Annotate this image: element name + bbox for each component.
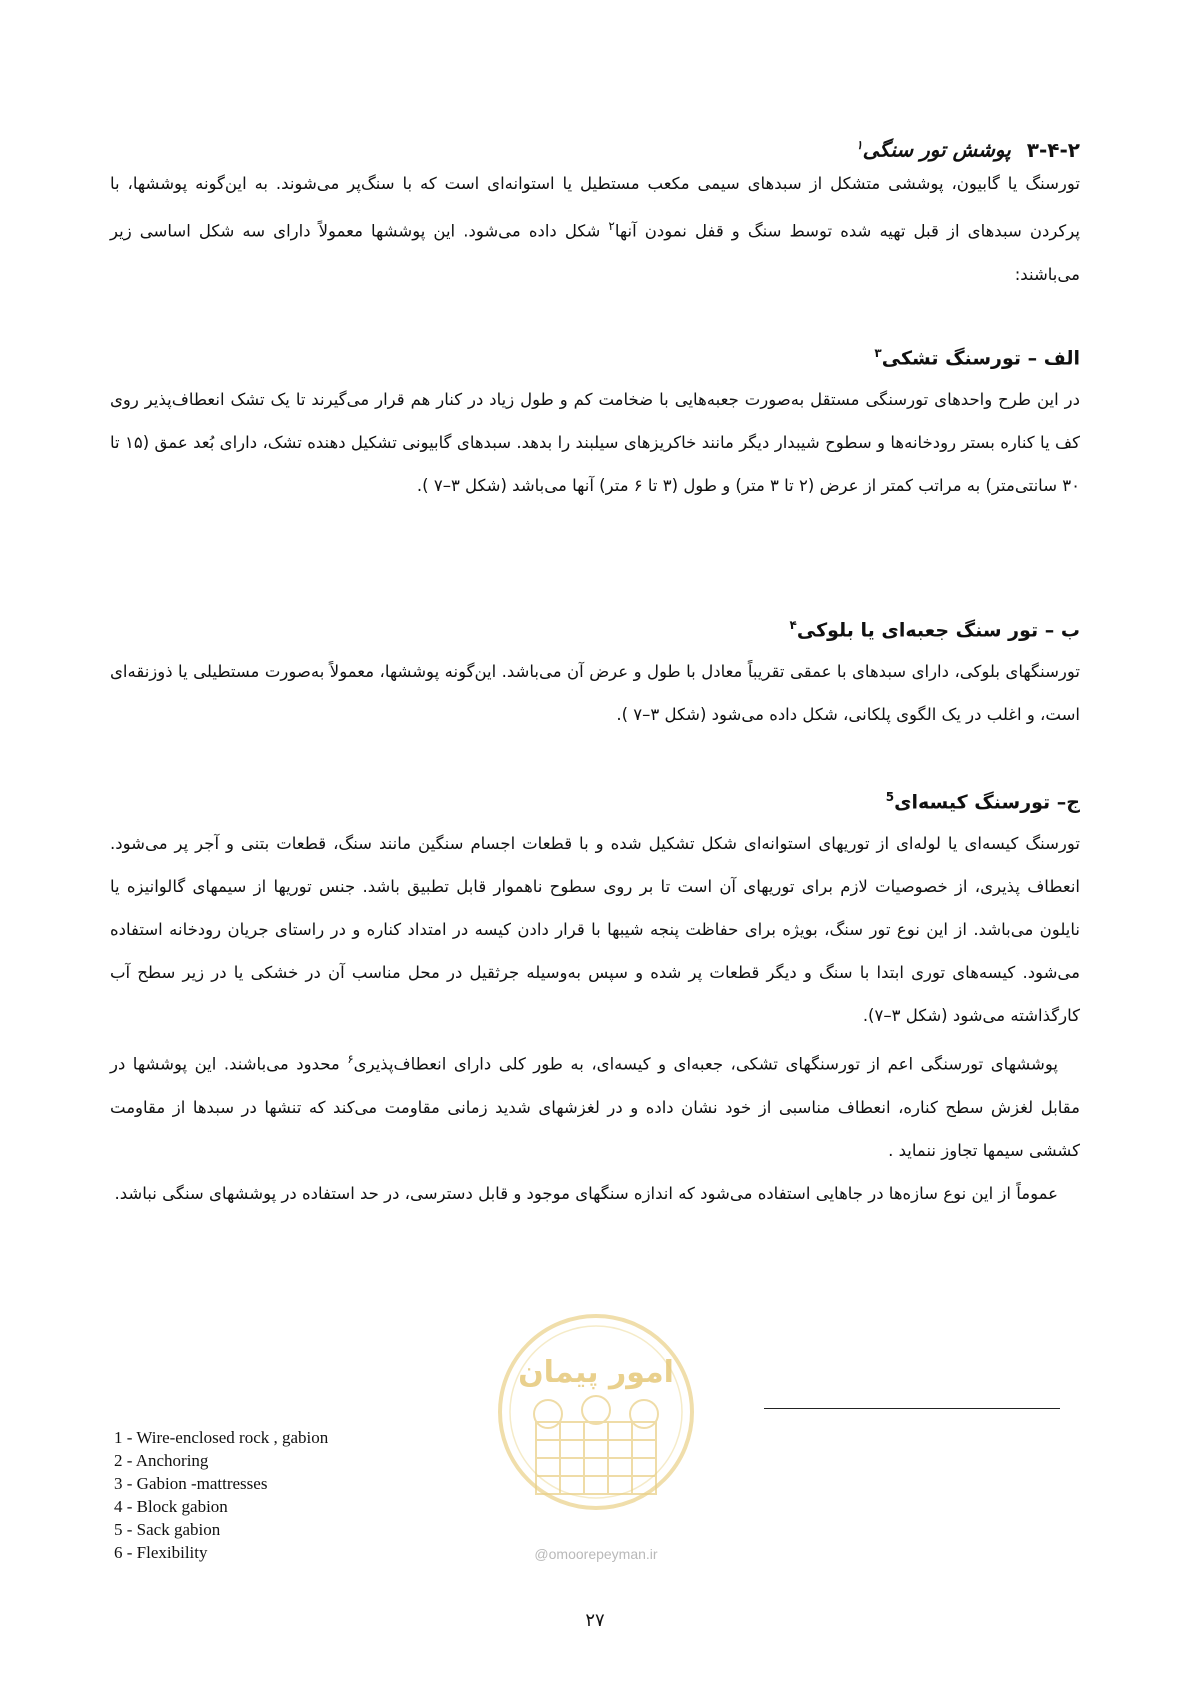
section-heading bbox=[110, 128, 1080, 167]
footnote-ref-5: 5 bbox=[885, 790, 895, 804]
sack-paragraph: تورسنگ کیسه‌ای یا لوله‌ای از توریهای استوانه‌ای شکل تشکیل شده و با قطعات اجسام سنگین مانند سنگ، قطعات بتنی و آجر پر می‌شود. انعطاف پذیری، از خصوصیات لازم برای توریهای آن است تا بر روی سطوح ناهموار قابل تطبیق باشد. جنس توریها از سیمهای گالوانیزه یا نایلون می‌باشد. از این نوع تور سنگ، بویژه برای حفاظت پنجه شیبها با قرار دادن کیسه در امتداد کناره و در راستای جریان رودخانه استفاده می‌شود. کیسه‌های توری ابتدا با سنگ و دیگر قطعات پر شده و سپس به‌وسیله جرثقیل در محل مناسب آن در خشکی یا در زیر سطح آب کارگذاشته می‌شود (شکل ۳–۷). bbox=[110, 834, 1080, 1025]
subheading-mattress-title: الف – تورسنگ تشکی bbox=[881, 347, 1080, 370]
footnote-item: 3 - Gabion -mattresses bbox=[114, 1474, 268, 1493]
footnote-ref-4: ۴ bbox=[789, 618, 797, 632]
page-number: ۲۷ bbox=[585, 1610, 605, 1631]
footnote-ref-6: ۶ bbox=[347, 1052, 354, 1066]
subheading-sack-title: ج– تورسنگ کیسه‌ای bbox=[894, 791, 1080, 814]
intro-line-3: سه شکل اساسی زیر می‌باشند: bbox=[110, 221, 1080, 284]
mattress-paragraph: در این طرح واحدهای تورسنگی مستقل به‌صورت جعبه‌هایی با ضخامت کم و طول زیاد در کنار هم قرار می‌گیرند تا یک تشک انعطاف‌پذیر روی کف یا کناره بستر رودخانه‌ها و سطوح شیبدار دیگر مانند خاکریزهای سیلبند را بدهد. سبدهای گابیونی تشکیل دهنده تشک، دارای بُعد عمق (۱۵ تا ۳۰ سانتی‌متر) به مراتب کمتر از عرض (۲ تا ۳ متر) و طول (۳ تا ۶ متر) آنها می‌باشد (شکل ۳–۷ ). bbox=[110, 390, 1080, 495]
intro-line-2b: شکل داده می‌شود. این پوششها معمولاً دارای bbox=[273, 221, 609, 241]
watermark-url: @omoorepeyman.ir bbox=[534, 1546, 658, 1562]
footnote-item: 1 - Wire-enclosed rock , gabion bbox=[114, 1428, 329, 1447]
intro-line-1: تورسنگ یا گابیون، پوششی متشکل از سبدهای سیمی مکعب مستطیل یا استوانه‌ای است که با سنگ‌پر می‌شوند. به این‌گونه bbox=[195, 174, 1081, 193]
footnote-item: 2 - Anchoring bbox=[114, 1451, 209, 1470]
footnote-item: 4 - Block gabion bbox=[114, 1497, 228, 1516]
footnote-divider bbox=[764, 1408, 1060, 1409]
footnote-list bbox=[114, 1426, 514, 1564]
section-number: ۳-۴-۲ bbox=[1026, 137, 1080, 162]
subheading-block-title: ب – تور سنگ جعبه‌ای یا بلوکی bbox=[796, 619, 1080, 642]
footnote-item: 5 - Sack gabion bbox=[114, 1520, 221, 1539]
footnote-ref-3: ۳ bbox=[874, 346, 882, 360]
watermark-logo bbox=[496, 1302, 696, 1542]
subheading-mattress bbox=[110, 336, 1080, 375]
subheading-sack bbox=[110, 780, 1080, 819]
intro-paragraph bbox=[110, 162, 1080, 296]
usage-paragraph: عموماً از این نوع سازه‌ها در جاهایی استفاده می‌شود که اندازه سنگهای موجود و قابل دسترسی، در حد استفاده در پوششهای سنگی نباشد. bbox=[114, 1184, 1058, 1203]
footnote-ref-1: ۱ bbox=[856, 138, 863, 152]
general-text-a: پوششهای تورسنگی اعم از تورسنگهای تشکی، جعبه‌ای و کیسه‌ای، به طور کلی دارای انعطاف‌پذیری bbox=[353, 1054, 1058, 1074]
subheading-block bbox=[110, 608, 1080, 647]
footnote-item: 6 - Flexibility bbox=[114, 1543, 208, 1562]
general-text-b: محدود می‌باشند. این پوششها در مقابل لغزش سطح کناره، انعطاف مناسبی از خود نشان داده و در لغزشهای شدید زمانی مقاومت می‌کند که تنشها در سبدها از مقاومت کششی سیمها تجاوز ننماید . bbox=[110, 1054, 1080, 1160]
intro-line-2a: پوششها، با پرکردن سبدهای از قبل تهیه شده توسط سنگ و قفل نمودن آنها bbox=[110, 174, 1080, 241]
general-paragraph bbox=[110, 1038, 1080, 1172]
watermark-logo-text: امور پیمان bbox=[518, 1355, 674, 1390]
block-paragraph: تورسنگهای بلوکی، دارای سبدهای با عمقی تقریباً معادل با طول و عرض آن می‌باشد. این‌گونه پوششها، معمولاً به‌صورت مستطیلی یا ذوزنقه‌ای است، و اغلب در یک الگوی پلکانی، شکل داده می‌شود (شکل ۳–۷ ). bbox=[110, 662, 1080, 724]
section-title: پوشش تور سنگی bbox=[862, 137, 1011, 162]
footnote-ref-2: ۲ bbox=[608, 219, 615, 233]
